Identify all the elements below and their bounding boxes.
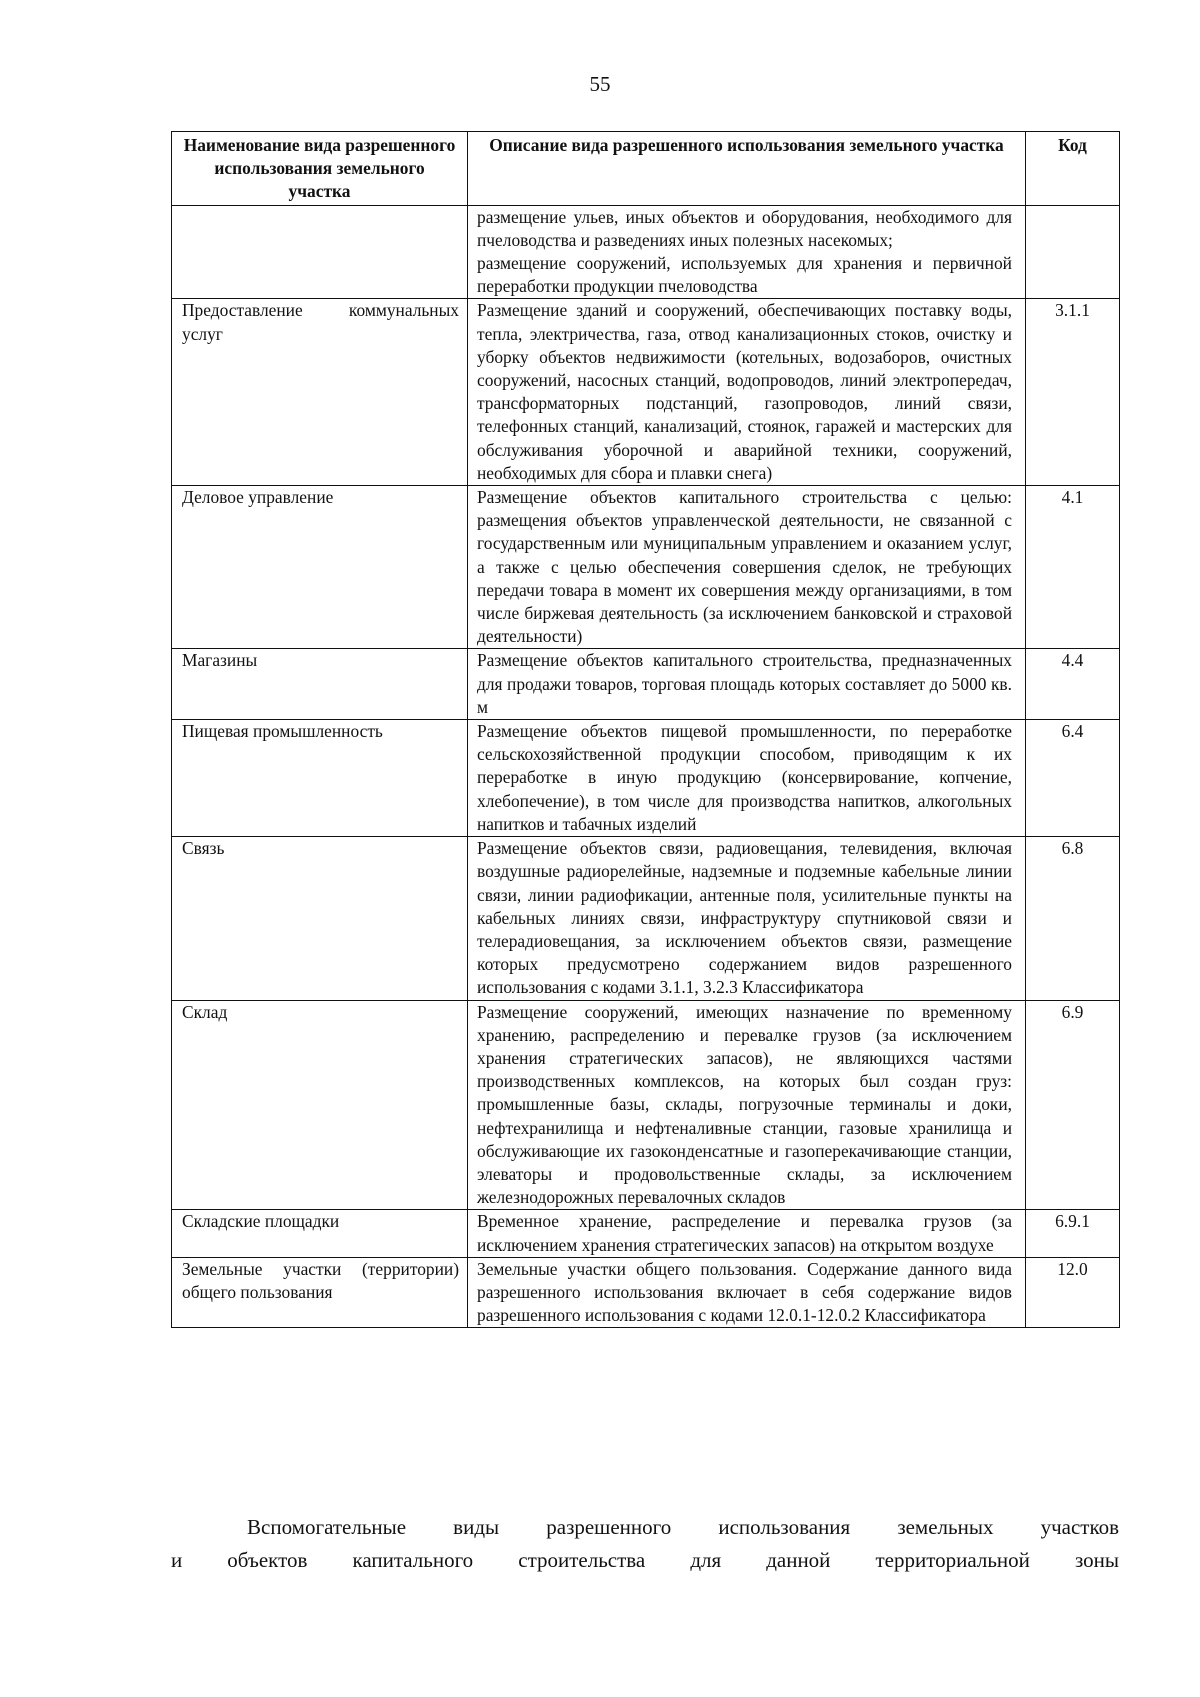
row-description bbox=[468, 299, 1026, 486]
row-code: 6.4 bbox=[1026, 720, 1120, 837]
description-paragraph: размещение сооружений, используемых для хранения и первичной переработки продукции пчеловодства bbox=[477, 253, 1012, 297]
description-paragraph: Размещение сооружений, имеющих назначение по временному хранению, распределению и перевалке грузов (за исключением хранения стратегических запасов), не являющихся частями производственных комплексов, на которых был создан груз: промышленные базы, склады, погрузочные терминалы и доки, нефтехранилища и нефтеналивные станции, газовые хранилища и обслуживающие их газоконденсатные и газоперекачивающие станции, элеваторы и продовольственные склады, за исключением железнодорожных перевалочных складов bbox=[477, 1001, 1012, 1208]
row-description bbox=[468, 837, 1026, 1000]
row-description bbox=[468, 486, 1026, 649]
description-paragraph: Размещение объектов капитального строительства с целью: размещения объектов управленческой деятельности, не связанной с государственным или муниципальным управлением и оказанием услуг, а также с целью обеспечения совершения сделок, не требующих передачи товара в момент их совершения между организациями, в том числе биржевая деятельность (за исключением банковской и страховой деятельности) bbox=[477, 487, 1012, 647]
row-description bbox=[468, 1000, 1026, 1210]
row-code bbox=[1026, 205, 1120, 299]
row-name: Складские площадки bbox=[172, 1210, 468, 1257]
row-description bbox=[468, 720, 1026, 837]
table-row bbox=[172, 1000, 1120, 1210]
row-code: 6.8 bbox=[1026, 837, 1120, 1000]
row-name: Склад bbox=[172, 1000, 468, 1210]
description-paragraph: Временное хранение, распределение и перевалка грузов (за исключением хранения стратегических запасов) на открытом воздухе bbox=[477, 1211, 1012, 1255]
row-description bbox=[468, 205, 1026, 299]
description-paragraph: размещение ульев, иных объектов и оборудования, необходимого для пчеловодства и разведениях иных полезных насекомых; bbox=[477, 206, 1012, 250]
row-code: 6.9 bbox=[1026, 1000, 1120, 1210]
description-paragraph: Размещение зданий и сооружений, обеспечивающих поставку воды, тепла, электричества, газа, отвод канализационных стоков, очистку и уборку объектов недвижимости (котельных, водозаборов, очистных сооружений, насосных станций, водопроводов, линий электропередач, трансформаторных подстанций, газопроводов, линий связи, телефонных станций, канализаций, стоянок, гаражей и мастерских для обслуживания уборочной и аварийной техники, сооружений, необходимых для сбора и плавки снега) bbox=[477, 300, 1012, 483]
table-row bbox=[172, 1257, 1120, 1328]
row-code: 12.0 bbox=[1026, 1257, 1120, 1328]
row-description bbox=[468, 1210, 1026, 1257]
description-paragraph: Размещение объектов капитального строительства, предназначенных для продажи товаров, торговая площадь которых составляет до 5000 кв. м bbox=[477, 650, 1012, 717]
row-name: Деловое управление bbox=[172, 486, 468, 649]
row-code: 6.9.1 bbox=[1026, 1210, 1120, 1257]
header-code: Код bbox=[1026, 132, 1120, 206]
row-name: Связь bbox=[172, 837, 468, 1000]
table-row bbox=[172, 205, 1120, 299]
table-row bbox=[172, 1210, 1120, 1257]
row-code: 4.1 bbox=[1026, 486, 1120, 649]
body-paragraph-line: Вспомогательные виды разрешенного использования земельных участков bbox=[247, 1515, 1119, 1539]
table-row bbox=[172, 837, 1120, 1000]
table-row bbox=[172, 299, 1120, 486]
body-paragraph-line: и объектов капитального строительства для данной территориальной зоны bbox=[171, 1548, 1119, 1572]
row-code: 3.1.1 bbox=[1026, 299, 1120, 486]
description-paragraph: Размещение объектов связи, радиовещания, телевидения, включая воздушные радиорелейные, надземные и подземные кабельные линии связи, линии радиофикации, антенные поля, усилительные пункты на кабельных линиях связи, инфраструктуру спутниковой связи и телерадиовещания, за исключением объектов связи, размещение которых предусмотрено содержанием видов разрешенного использования с кодами 3.1.1, 3.2.3 Классификатора bbox=[477, 838, 1012, 998]
page-number: 55 bbox=[589, 72, 611, 96]
row-description bbox=[468, 649, 1026, 720]
land-use-table bbox=[171, 131, 1120, 1328]
header-description: Описание вида разрешенного использования земельного участка bbox=[468, 132, 1026, 206]
row-name: Магазины bbox=[172, 649, 468, 720]
table-row bbox=[172, 486, 1120, 649]
description-paragraph: Земельные участки общего пользования. Содержание данного вида разрешенного использования включает в себя содержание видов разрешенного использования с кодами 12.0.1-12.0.2 Классификатора bbox=[477, 1258, 1012, 1326]
header-name: Наименование вида разрешенного использования земельного участка bbox=[172, 132, 468, 206]
table-row bbox=[172, 649, 1120, 720]
table-header-row bbox=[172, 132, 1120, 206]
row-name bbox=[172, 205, 468, 299]
row-name: Предоставление коммунальных услуг bbox=[172, 299, 468, 486]
table-row bbox=[172, 720, 1120, 837]
description-paragraph: Размещение объектов пищевой промышленности, по переработке сельскохозяйственной продукции способом, приводящим к их переработке в иную продукцию (консервирование, копчение, хлебопечение), в том числе для производства напитков, алкогольных напитков и табачных изделий bbox=[477, 721, 1012, 834]
row-name: Пищевая промышленность bbox=[172, 720, 468, 837]
row-name: Земельные участки (территории) общего пользования bbox=[172, 1257, 468, 1328]
row-code: 4.4 bbox=[1026, 649, 1120, 720]
row-description bbox=[468, 1257, 1026, 1328]
body-paragraph bbox=[171, 1511, 1119, 1577]
